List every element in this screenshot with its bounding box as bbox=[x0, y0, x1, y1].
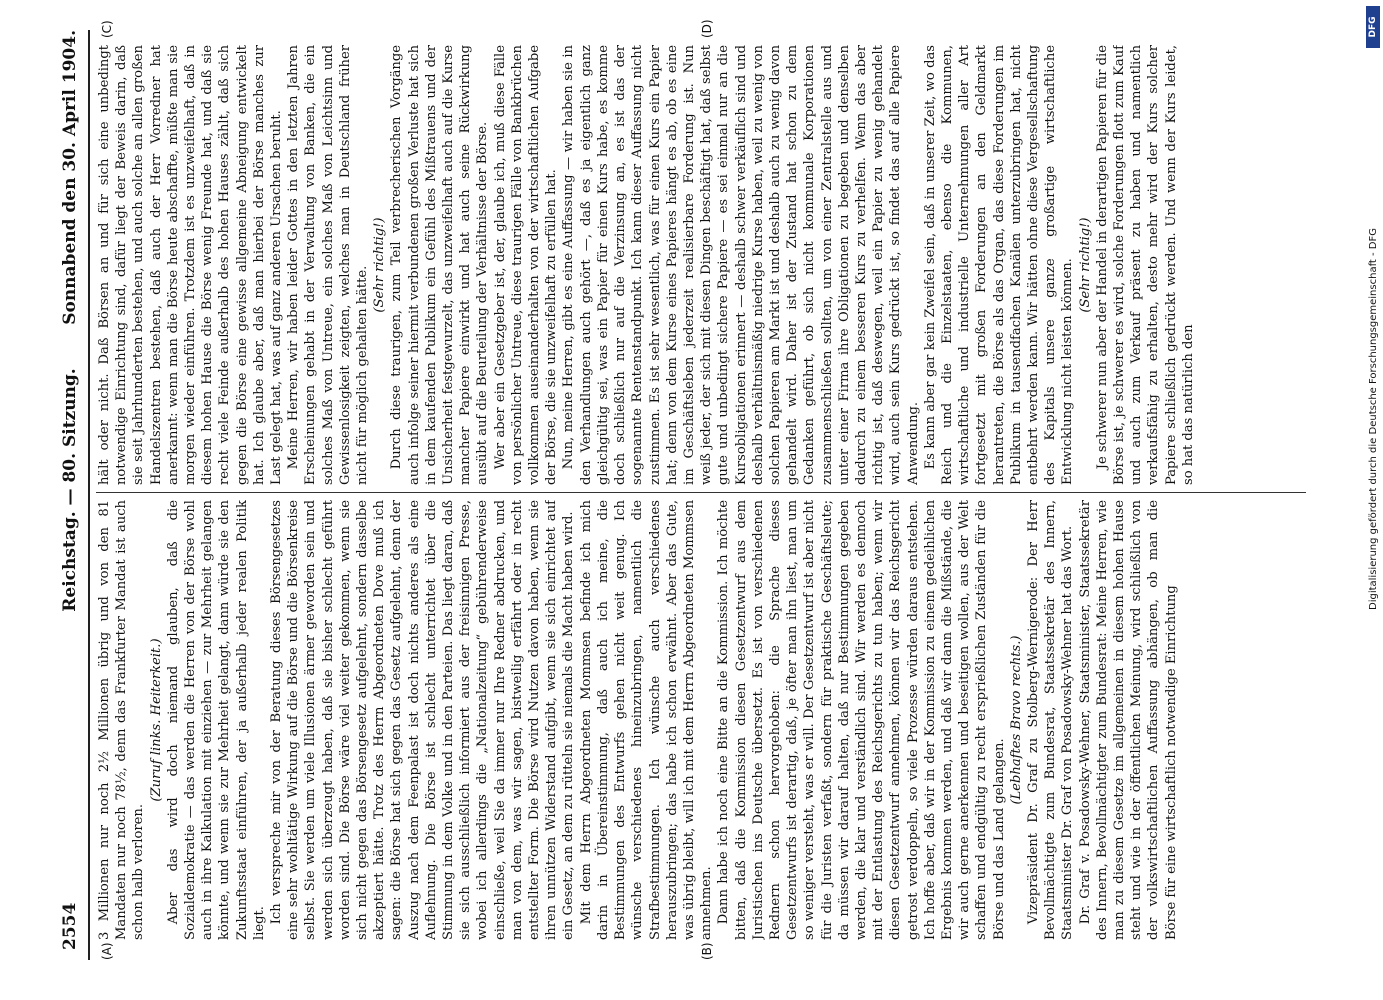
text-column-left bbox=[96, 500, 1316, 940]
paragraph: Nun, meine Herren, gibt es eine Auffassung — wir haben sie in den Verhandlungen auch gehört —, daß es ja eigentlich ganz gleichgültig sei, was ein Papier für einen Kurs habe, es komme doch schließlich nur auf die Verzinsung an, es ist das der sogenannte Rentenstandpunkt. Ich kann dieser Auffassung nicht zustimmen. Es ist sehr wesentlich, was für einen Kurs ein Papier hat; denn von dem Kurse eines Papieres hängt es ab, ob es eine im Geschäftsleben jederzeit realisierbare Forderung ist. Nun weiß jeder, der sich mit diesen Dingen beschäftigt hat, daß selbst gute und unbedingt sichere Papiere — es sei einmal nur an die Kursobligationen erinnert — deshalb schwer verkäuflich sind und deshalb verhältnismäßig niedrige Kurse haben, weil zu wenig von solchen Papieren am Markt ist und deshalb auch zu wenig davon gehandelt wird. Daher ist der Zustand hat schon zu dem Gedanken geführt, ob sich nicht kommunale Korporationen zusammenschließen sollten, um von einer Zentralstelle aus und unter einer Firma ihre Obligationen zu begeben und denselben dadurch zu einem besseren Kurs zu verhelfen. Wenn das aber richtig ist, daß deswegen, weil ein Papier zu wenig gehandelt wird, auch sein Kurs gedrückt ist, so findet das auf alle Papiere Anwendung. bbox=[561, 45, 921, 485]
interjection: (Sehr richtig!) bbox=[1077, 217, 1093, 313]
paragraph: 3 Millionen nur noch 2½ Millionen übrig und von den 81 Mandaten nur noch 78½, denn das Frankfurter Mandat ist auch schon halb verloren. bbox=[97, 500, 147, 940]
text-column-right bbox=[96, 45, 1316, 485]
margin-marker-c: (C) bbox=[100, 20, 114, 38]
dfg-logo: DFG bbox=[1366, 6, 1380, 48]
digitization-credit bbox=[1364, 0, 1383, 1000]
page-header-date: Sonnabend den 30. April 1904. bbox=[60, 30, 80, 325]
paragraph: Meine Herren, wir haben leider Gottes in den letzten Jahren Erscheinungen gehabt in der Verwaltung von Banken, die ein solches Maß von Untreue, ein solches Maß von Leichtsinn und Gewissenlosigkeit zeigten, welches man in Deutschland früher nicht für möglich gehalten hätte. bbox=[286, 45, 371, 485]
paragraph: Es kann aber gar kein Zweifel sein, daß in unserer Zeit, wo das Reich und die Einzelstaaten, ebenso die Kommunen, wirtschaftliche und industrielle Unternehmungen aller Art fortgesetzt mit großen Forderungen an den Geldmarkt herantreten, die Börse als das Organ, das diese Forderungen im Publikum in tausendfachen Kanälen unterzubringen hat, nicht entbehrt werden kann. Wir hätten ohne diese Vergesellschaftung des Kapitals unsere ganze großartige wirtschaftliche Entwicklung nicht leisten können. bbox=[922, 45, 1076, 485]
margin-marker-a: (A) bbox=[100, 942, 114, 960]
margin-marker-d: (D) bbox=[700, 19, 714, 38]
column-divider bbox=[96, 492, 1306, 493]
paragraph: Aber das wird doch niemand glauben, daß die Sozialdemokratie — das werden die Herren von der Börse wohl auch in ihre Kalkulation mit einziehen — zur Mehrheit gelangen könnte, und wenn sie zur Mehrheit gelangt, dann würde sie den Zukunftsstaat einführen, der ja außerhalb jeder realen Politik liegt. bbox=[165, 500, 267, 940]
paragraph: Dr. Graf v. Posadowsky-Wehner, Staatsminister, Staatssekretär des Innern, Bevollmächtigter zum Bundesrat: Meine Herren, wie man zu diesem Gesetze im allgemeinen in diesem hohen Hause steht und wie in der öffentlichen Meinung, wird schließlich von der volkswirtschaftlichen Auffassung abhängen, ob man die Börse für eine wirtschaftlich notwendige Einrichtung bbox=[1077, 500, 1179, 940]
page-header-title: Reichstag. — 80. Sitzung. bbox=[60, 368, 80, 612]
header-rule bbox=[88, 30, 90, 960]
credit-text: Digitalisierung gefördert durch die Deutsche Forschungsgemeinschaft - DFG bbox=[1368, 227, 1379, 610]
interjection: (Zuruf links. Heiterkeit.) bbox=[148, 638, 164, 802]
paragraph: Je schwerer nun aber der Handel in derartigen Papieren für die Börse ist, je schwerer es wird, solche Forderungen flott zum Kauf und auch zum Verkauf präsent zu haben und namentlich verkaufsfähig zu erhalten, desto mehr wird der Kurs solcher Papiere schließlich gedrückt werden. Und wenn der Kurs leidet, so hat das natürlich den bbox=[1094, 45, 1196, 485]
paragraph: Vizepräsident Dr. Graf zu Stolberg-Wernigerode: Der Herr Bevollmächtigte zum Bundesrat, Staatssekretär des Innern, Staatsminister Dr. Graf von Posadowsky-Wehner hat das Wort. bbox=[1025, 500, 1076, 940]
paragraph: Ich verspreche mir von der Beratung dieses Börsengesetzes eine sehr wohltätige Wirkung auf die Börse und die Börsenkreise selbst. Sie werden um viele Illusionen ärmer geworden sein und werden sich überzeugt haben, daß sie bisher schlecht geführt worden sind. Die Börse wäre viel weiter gekommen, wenn sie sich nicht gegen das Börsengesetz aufgelehnt, sondern dasselbe akzeptiert hätte. Trotz des Herrn Abgeordneten Dove muß ich sagen: die Börse hat sich gegen das Gesetz aufgelehnt, denn der Auszug nach dem Feenpalast ist doch nichts anderes als eine Auflehnung. Die Börse ist schlecht unterrichtet über die Stimmung in dem Volke und in den Parteien. Das liegt daran, daß sie sich ausschließlich informiert aus der freisinnigen Presse, wobei ich allerdings die „Nationalzeitung“ gebührenderweise einschließe, weil Sie da immer nur Ihre Redner abdrucken, und man von dem, was wir sagen, bistweilig erfährt oder in recht entstellter Form. Die Börse wird Nutzen davon haben, wenn sie ihren unnützen Widerstand aufgibt, wenn sie sich einrichtet auf ein Gesetz, an dem zu rütteln sie niemals die Macht haben wird. bbox=[269, 500, 577, 940]
page-number: 2554 bbox=[60, 902, 80, 950]
interjection: (Sehr richtig!) bbox=[372, 217, 388, 313]
paragraph: Wer aber ein Gesetzgeber ist, der, glaube ich, muß diese Fälle von persönlicher Untreue, diese traurigen Fälle von Bankbrüchen vollkommen auseinanderhalten von der wirtschaftlichen Aufgabe der Börse, die sie unzweifelhaft zu erfüllen hat. bbox=[492, 45, 560, 485]
paragraph: hält oder nicht. Daß Börsen an und für sich eine unbedingt notwendige Einrichtung sind, dafür liegt der Beweis darin, daß sie seit Jahrhunderten bestehen, und auch solche an allen großen Handelszentren bestehen, daß auch der Herr Vorredner hat anerkannt: wenn man die Börse heute abschaffte, müßte man sie morgen wieder einführen. Trotzdem ist es unzweifelhaft, daß in diesem hohen Hause die Börse wenig Freunde hat, und daß sie recht viele Feinde außerhalb des hohen Hauses zählt, daß sich gegen die Börse eine gewisse allgemeine Abneigung entwickelt hat. Ich glaube aber, daß man hierbei der Börse manches zur Last gelegt hat, was auf ganz anderen Ursachen beruht. bbox=[97, 45, 285, 485]
paragraph: Dann habe ich noch eine Bitte an die Kommission. Ich möchte bitten, daß die Kommission diesen Gesetzentwurf aus dem Juristischen ins Deutsche übersetzt. Es ist von verschiedenen Rednern schon hervorgehoben: die Sprache dieses Gesetzentwurfs ist derartig, daß, je öfter man ihn liest, man um so weniger versteht, was er will. Der Gesetzentwurf ist aber nicht für die Juristen verfaßt, sondern für praktische Geschäftsleute; da müssen wir darauf halten, daß nur Bestimmungen gegeben werden, die klar und verständlich sind. Wir werden es dennoch mit der Entlastung des Reichsgerichts zu tun haben; wenn wir diesen Gesetzentwurf annehmen, können wir das Reichsgericht getrost verdoppeln, so viele Prozesse würden daraus entstehen. Ich hoffe aber, daß wir in der Kommission zu einem gedeihlichen Ergebnis kommen werden, und daß wir dann die Mißstände, die wir auch gerne anerkennen und beseitigen wollen, aus der Welt schaffen und endgültig zu recht ersprießlichen Zuständen für die Börse und das Land gelangen. bbox=[716, 500, 1007, 940]
margin-marker-b: (B) bbox=[700, 942, 714, 960]
interjection: (Lebhaftes Bravo rechts.) bbox=[1008, 635, 1024, 805]
paragraph: Mit dem Herrn Abgeordneten Mommsen befinde ich mich darin in Übereinstimmung, daß auch ich meine, die Bestimmungen des Entwurfs gehen nicht weit genug. Ich wünsche verschiedenes hineinzubringen, namentlich die Strafbestimmungen. Ich wünsche auch verschiedenes herauszubringen; das habe ich schon erwähnt. Aber das Gute, was übrig bleibt, will ich mit dem Herrn Abgeordneten Mommsen annehmen. bbox=[578, 500, 715, 940]
paragraph: Durch diese traurigen, zum Teil verbrecherischen Vorgänge auch infolge seiner hiermit verbundenen großen Verluste hat sich in dem kaufenden Publikum ein Gefühl des Mißtrauens und der Unsicherheit festgewurzelt, das unzweifelhaft auch auf die Kurse mancher Papiere einwirkt und hat auch seine Rückwirkung ausübt auf die Beurteilung der Verhältnisse der Börse. bbox=[389, 45, 491, 485]
